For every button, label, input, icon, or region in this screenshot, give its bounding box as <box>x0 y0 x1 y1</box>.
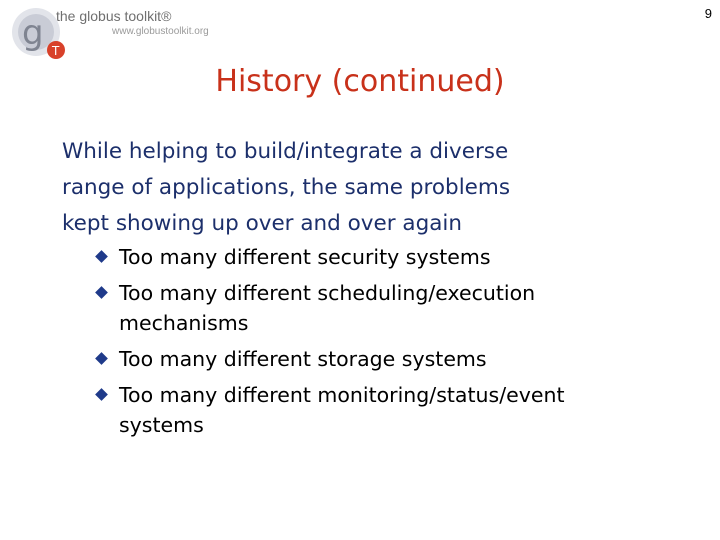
globus-toolkit-logo <box>8 4 228 64</box>
intro-paragraph <box>62 134 662 242</box>
bullet-list <box>94 242 694 446</box>
page-number: 9 <box>704 6 712 21</box>
bullet-item <box>94 278 694 338</box>
bullet-text: systems <box>119 413 204 437</box>
bullet-text: mechanisms <box>119 311 249 335</box>
bullet-item <box>94 380 694 440</box>
diamond-bullet-icon <box>95 286 108 299</box>
logo-name: the globus toolkit® <box>56 8 172 24</box>
bullet-text: Too many different storage systems <box>119 347 487 371</box>
logo-url: www.globustoolkit.org <box>112 26 209 37</box>
bullet-text: Too many different security systems <box>119 245 491 269</box>
diamond-bullet-icon <box>95 250 108 263</box>
bullet-item <box>94 242 694 272</box>
bullet-item <box>94 344 694 374</box>
svg-text:g: g <box>22 13 44 53</box>
intro-line: range of applications, the same problems <box>62 175 511 200</box>
intro-line: kept showing up over and over again <box>62 211 463 236</box>
slide-title: History (continued) <box>215 64 505 99</box>
svg-text:T: T <box>52 44 60 58</box>
bullet-text: Too many different monitoring/status/event <box>119 383 565 407</box>
diamond-bullet-icon <box>95 388 108 401</box>
diamond-bullet-icon <box>95 352 108 365</box>
bullet-text: Too many different scheduling/execution <box>119 281 536 305</box>
intro-line: While helping to build/integrate a diverse <box>62 139 509 164</box>
